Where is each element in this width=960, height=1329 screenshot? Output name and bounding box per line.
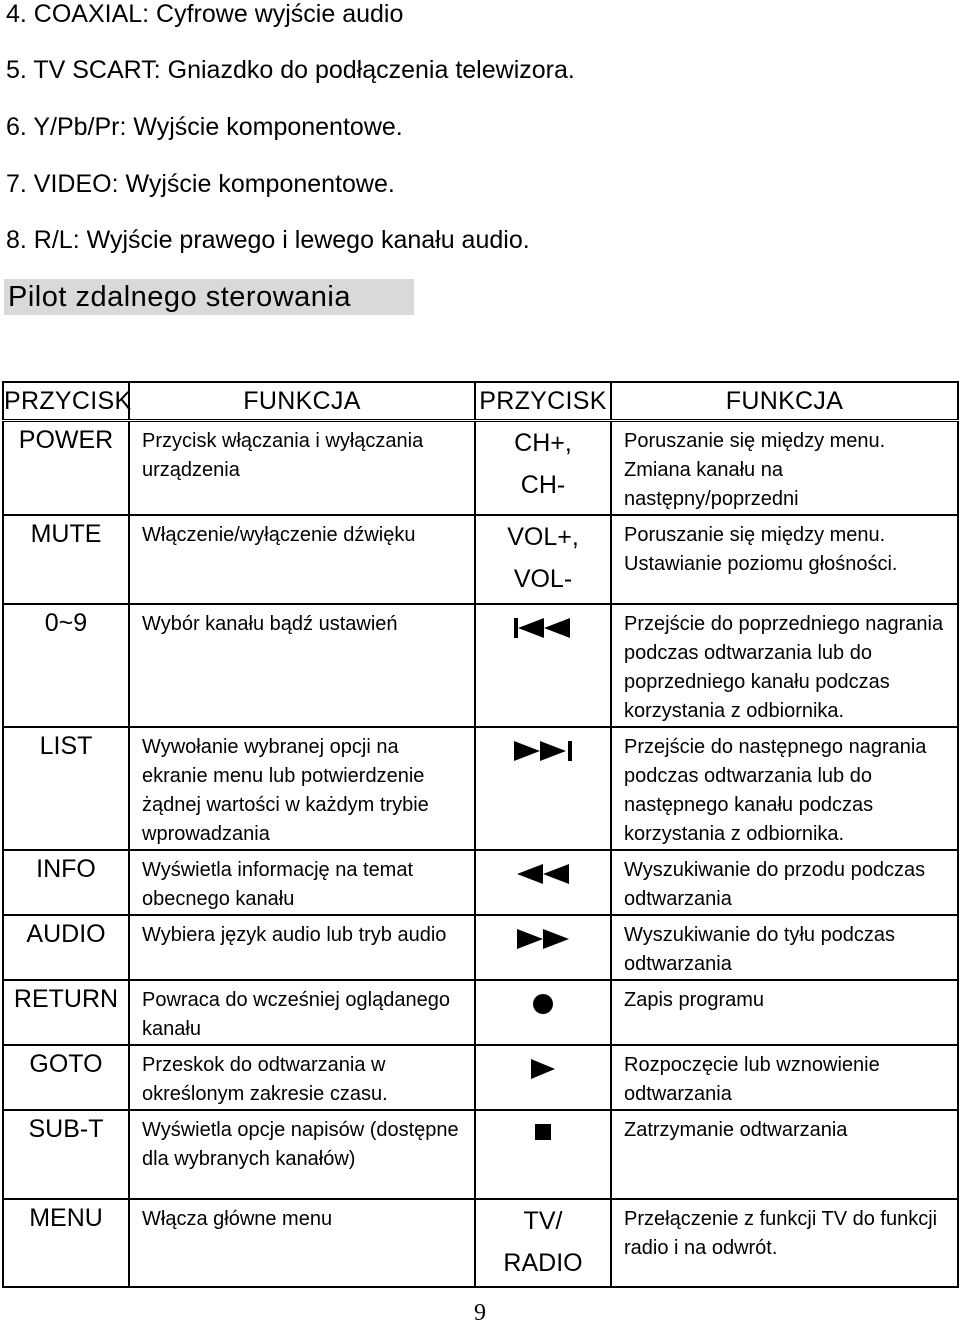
table-row [3, 850, 958, 915]
button-label: CH+, CH- [514, 429, 572, 499]
table-row [3, 1199, 958, 1287]
function-text [611, 727, 958, 850]
button-name: RETURN [3, 980, 129, 1045]
table-row [3, 980, 958, 1045]
button-symbol [475, 1110, 611, 1199]
function-label: Włączenie/wyłączenie dźwięku [142, 524, 416, 546]
function-text [129, 727, 475, 850]
stop-icon [534, 1123, 552, 1141]
button-name: 0~9 [3, 604, 129, 727]
function-label: Zapis programu [624, 989, 765, 1011]
play-icon [529, 1058, 557, 1080]
button-name: SUB-T [3, 1110, 129, 1199]
function-label: Poruszanie się między menu. Zmiana kanału na następny/poprzedni [624, 430, 886, 510]
function-text [611, 1110, 958, 1199]
button-name [475, 515, 611, 604]
function-label: Powraca do wcześniej oglądanego kanału [142, 989, 450, 1040]
function-label: Rozpoczęcie lub wznowienie odtwarzania [624, 1054, 880, 1105]
function-text [129, 1045, 475, 1110]
remote-control-table [2, 381, 959, 1288]
function-text [611, 850, 958, 915]
button-name: GOTO [3, 1045, 129, 1110]
skip-next-icon [512, 740, 574, 762]
header-function: FUNKCJA [129, 382, 475, 421]
function-label: Wyszukiwanie do tyłu podczas odtwarzania [624, 924, 896, 975]
function-text [611, 1045, 958, 1110]
function-text [129, 850, 475, 915]
function-label: Wyświetla informację na temat obecnego kanału [142, 859, 414, 910]
button-symbol [475, 850, 611, 915]
button-symbol [475, 1045, 611, 1110]
function-label: Przeskok do odtwarzania w określonym zakresie czasu. [142, 1054, 388, 1105]
function-label: Wyświetla opcje napisów (dostępne dla wybranych kanałów) [142, 1119, 459, 1170]
function-text [129, 515, 475, 604]
button-name [475, 421, 611, 516]
button-name: AUDIO [3, 915, 129, 980]
function-label: Przełączenie z funkcji TV do funkcji radio i na odwrót. [624, 1208, 938, 1259]
list-item: 4. COAXIAL: Cyfrowe wyjście audio [6, 0, 404, 28]
list-item: 8. R/L: Wyjście prawego i lewego kanału audio. [6, 226, 530, 254]
function-text [611, 1199, 958, 1287]
function-label: Zatrzymanie odtwarzania [624, 1119, 848, 1141]
function-text [129, 1199, 475, 1287]
button-label: VOL+, VOL- [507, 523, 579, 593]
table-row [3, 515, 958, 604]
header-button: PRZYCISK [3, 382, 129, 421]
function-text [611, 515, 958, 604]
function-text [611, 915, 958, 980]
function-text [611, 421, 958, 516]
function-text [129, 421, 475, 516]
table-row [3, 915, 958, 980]
button-symbol [475, 915, 611, 980]
table-row [3, 604, 958, 727]
fast-forward-icon [515, 928, 571, 950]
record-icon [532, 993, 554, 1015]
function-label: Wybiera język audio lub tryb audio [142, 924, 447, 946]
page-number: 9 [474, 1300, 486, 1326]
function-text [129, 980, 475, 1045]
function-label: Wybór kanału bądź ustawień [142, 613, 398, 635]
function-text [129, 604, 475, 727]
function-label: Włącza główne menu [142, 1208, 333, 1230]
function-label: Przejście do poprzedniego nagrania podczas odtwarzania lub do poprzedniego kanału podczas korzystania z odbiornika. [624, 613, 944, 722]
list-item: 6. Y/Pb/Pr: Wyjście komponentowe. [6, 113, 403, 141]
table-row [3, 421, 958, 516]
table-row [3, 727, 958, 850]
function-label: Wywołanie wybranej opcji na ekranie menu lub potwierdzenie żądnej wartości w każdym trybie wprowadzania [142, 736, 429, 845]
function-label: Poruszanie się między menu. Ustawianie poziomu głośności. [624, 524, 898, 575]
function-text [129, 1110, 475, 1199]
button-symbol [475, 727, 611, 850]
button-symbol [475, 980, 611, 1045]
skip-previous-icon [512, 617, 574, 639]
header-button: PRZYCISK [475, 382, 611, 421]
button-symbol [475, 604, 611, 727]
table-row [3, 1110, 958, 1199]
list-item: 5. TV SCART: Gniazdko do podłączenia telewizora. [6, 56, 575, 84]
function-text [611, 604, 958, 727]
section-heading: Pilot zdalnego sterowania [4, 279, 414, 315]
function-label: Przejście do następnego nagrania podczas odtwarzania lub do następnego kanału podczas korzystania z odbiornika. [624, 736, 927, 845]
function-text [611, 980, 958, 1045]
button-name: POWER [3, 421, 129, 516]
table-header-row [3, 382, 958, 421]
header-function: FUNKCJA [611, 382, 958, 421]
list-item: 7. VIDEO: Wyjście komponentowe. [6, 170, 395, 198]
function-text [129, 915, 475, 980]
rewind-icon [515, 863, 571, 885]
button-name: INFO [3, 850, 129, 915]
button-name: MUTE [3, 515, 129, 604]
function-label: Przycisk włączania i wyłączania urządzenia [142, 430, 424, 481]
button-name [475, 1199, 611, 1287]
button-name: LIST [3, 727, 129, 850]
button-name: MENU [3, 1199, 129, 1287]
button-label: TV/ RADIO [503, 1207, 583, 1277]
table-row [3, 1045, 958, 1110]
function-label: Wyszukiwanie do przodu podczas odtwarzania [624, 859, 926, 910]
